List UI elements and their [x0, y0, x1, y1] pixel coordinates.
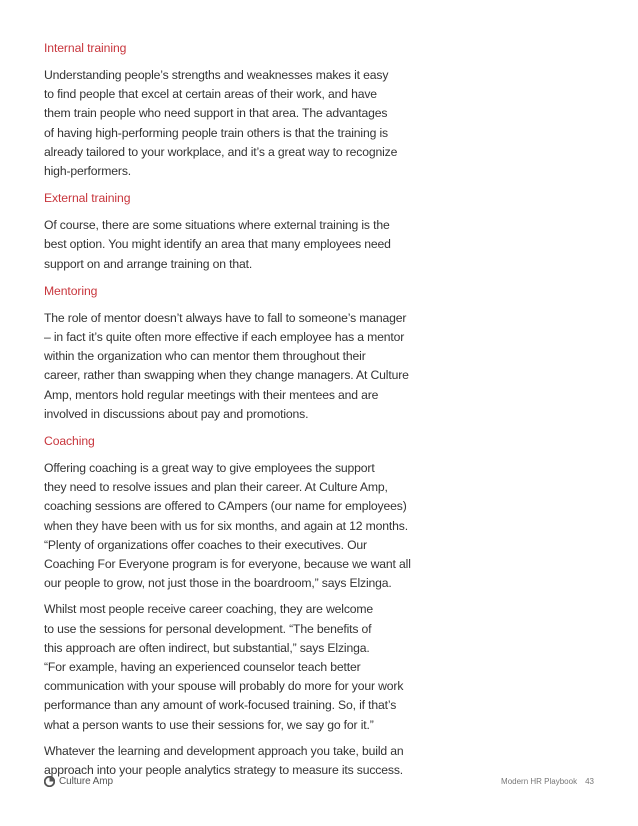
text-line: best option. You might identify an area that many employees need	[44, 237, 391, 252]
text-line: Offering coaching is a great way to give employees the support	[44, 461, 375, 476]
text-line: Understanding people’s strengths and weaknesses makes it easy	[44, 68, 389, 82]
text-line: Coaching For Everyone program is for everyone, because we want all	[44, 557, 411, 572]
text-line: approach into your people analytics strategy to measure its success.	[44, 763, 404, 778]
text-line: career, rather than swapping when they change managers. At Culture	[44, 368, 409, 383]
page-number: 43	[585, 777, 594, 786]
text-line: involved in discussions about pay and promotions.	[44, 406, 309, 421]
paragraph-external-training	[44, 216, 600, 274]
paragraph-coaching-3	[44, 742, 600, 780]
text-line: what a person wants to use their sessions for, we say go for it.”	[44, 717, 374, 732]
page-content	[44, 38, 600, 787]
page-footer	[44, 776, 594, 792]
text-line: – in fact it’s quite often more effective if each employee has a mentor	[44, 330, 405, 345]
culture-amp-logo-icon	[44, 776, 55, 787]
section-heading-mentoring: Mentoring	[44, 283, 98, 298]
text-line: to find people that excel at certain areas of their work, and have	[44, 87, 377, 102]
text-line: to use the sessions for personal development. “The benefits of	[44, 621, 372, 636]
paragraph-coaching-1	[44, 459, 600, 593]
text-line: Amp, mentors hold regular meetings with their mentees and are	[44, 387, 379, 402]
text-line: communication with your spouse will probably do more for your work	[44, 679, 404, 694]
text-line: coaching sessions are offered to CAmpers (our name for employees)	[44, 499, 407, 514]
text-line: “Plenty of organizations offer coaches to their executives. Our	[44, 537, 367, 552]
paragraph-mentoring	[44, 309, 600, 424]
text-line: support on and arrange training on that.	[44, 256, 253, 271]
text-line: Whilst most people receive career coaching, they are welcome	[44, 602, 374, 617]
text-line: performance than any amount of work-focused training. So, if that’s	[44, 698, 397, 713]
text-line: of having high-performing people train others is that the training is	[44, 125, 388, 140]
text-line: “For example, having an experienced counselor teach better	[44, 660, 361, 675]
footer-meta	[501, 777, 594, 786]
text-line: high-performers.	[44, 164, 132, 179]
paragraph-coaching-2	[44, 600, 600, 734]
text-line: The role of mentor doesn’t always have to fall to someone’s manager	[44, 310, 407, 325]
text-line: Of course, there are some situations where external training is the	[44, 218, 390, 233]
text-line: already tailored to your workplace, and it’s a great way to recognize	[44, 144, 398, 159]
text-line: Whatever the learning and development approach you take, build an	[44, 743, 404, 758]
brand-name: Culture Amp	[59, 776, 113, 787]
text-line: our people to grow, not just those in the boardroom,” says Elzinga.	[44, 576, 392, 591]
section-heading-external-training: External training	[44, 191, 131, 206]
brand-logo	[44, 776, 113, 787]
section-heading-coaching: Coaching	[44, 434, 95, 449]
paragraph-internal-training	[44, 66, 600, 181]
text-line: them train people who need support in that area. The advantages	[44, 106, 388, 121]
publication-title: Modern HR Playbook	[501, 777, 578, 786]
section-heading-internal-training: Internal training	[44, 41, 127, 55]
text-line: this approach are often indirect, but substantial,” says Elzinga.	[44, 640, 370, 655]
text-line: within the organization who can mentor them throughout their	[44, 349, 366, 364]
text-line: when they have been with us for six months, and again at 12 months.	[44, 518, 408, 533]
text-line: they need to resolve issues and plan their career. At Culture Amp,	[44, 480, 388, 495]
